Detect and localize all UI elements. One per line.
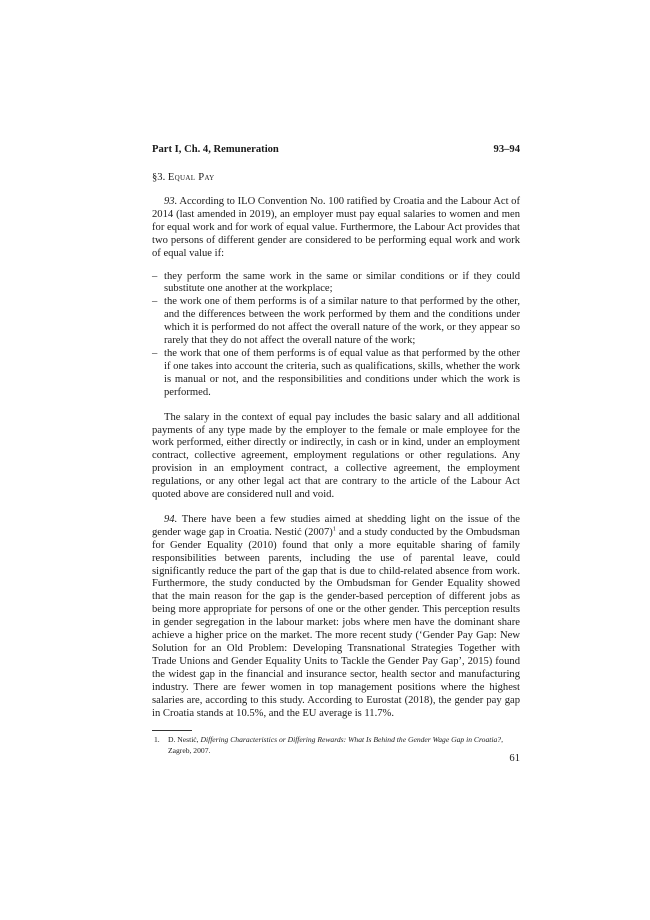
footnote-publication: , Zagreb, 2007. [168,735,503,755]
dash-bullet: – [152,347,158,359]
section-number: §3. [152,172,166,183]
paragraph-salary-definition: The salary in the context of equal pay includes the basic salary and all additional payments of any type made by the employer to the female or male employee for the work performed, either directly or indirectly, in cash or in kind, under an employment contract, collective agreement, employment regulations or other regulations. Any provision in an employment contract, a collective agreement, the employment regulations, or any other legal act that are contrary to the article of the Labour Act quoted above are considered null and void. [152,411,520,501]
footnote-reference[interactable]: 1 [332,525,337,533]
section-title: Equal Pay [167,172,215,183]
paragraph-text-before: There have been a few studies aimed at shedding light on the issue of the gender wage gap in Croatia. Nestić (2007) [152,513,520,538]
page-content [152,143,520,756]
running-header-paragraph-range: 93–94 [493,144,520,155]
paragraph-93 [152,196,520,261]
footnote-number: 1. [154,735,160,745]
list-item-text: they perform the same work in the same or similar conditions or if they could substitute one another at the workplace; [164,270,520,295]
equal-work-criteria-list [152,271,520,400]
paragraph-number: 94. [164,513,178,525]
dash-bullet: – [152,296,158,308]
list-item [152,271,520,297]
paragraph-text: According to ILO Convention No. 100 ratified by Croatia and the Labour Act of 2014 (last amended in 2019), an employer must pay equal salaries to women and men for equal work and for work of equal value. Furthermore, the Labour Act provides that two persons of different gender are considered to be performing equal work and work of equal value if: [152,196,521,259]
list-item-text: the work that one of them performs is of equal value as that performed by the other if one takes into account the criteria, such as qualifications, skills, whether the work is manual or not, and the responsibilities and conditions under which the work is performed. [164,347,520,398]
footnote-title: Differing Characteristics or Differing Rewards: What Is Behind the Gender Wage Gap in Croatia? [200,735,502,745]
section-heading [152,171,520,185]
paragraph-text-after: and a study conducted by the Ombudsman for Gender Equality (2010) found that only a more equitable sharing of family responsibilities between parents, including the use of parental leave, could significantly reduce the part of the gap that is due to child-related absence from work. Furthermore, the study conducted by the Ombudsman for Gender Equality showed that the main reason for the gap is the gender-based perception of different jobs as being more appropriate for persons of one or the other gender. This perception results in gender segregation in the labour market: jobs where men have the dominant share achieve a higher price on the market. The more recent study (‘Gender Pay Gap: New Solution for an Old Problem: Developing Transnational Strategies Together with Trade Unions and Gender Equality Units to Tackle the Gender Pay Gap’, 2015) found the widest gap in the financial and insurance sector, health sector and manufacturing industry. There are fewer women in top management positions where the highest salaries are, according to this study. According to Eurostat (2018), the gender pay gap in Croatia stands at 10.5%, and the EU average is 11.7%. [152,526,520,719]
paragraph-94 [152,514,520,721]
list-item [152,348,520,400]
list-item [152,296,520,348]
running-header [152,143,520,157]
dash-bullet: – [152,270,158,282]
paragraph-number: 93. [164,196,178,207]
list-item-text: the work one of them performs is of a similar nature to that performed by the other, and the differences between the work performed by them and the conditions under which it is performed do not affect the overall nature of the work, or they appear so rarely that they do not affect the overall nature of the work; [164,296,520,347]
page-number: 61 [509,753,520,764]
footnote-author: D. Nestić, [168,735,201,745]
running-header-chapter: Part I, Ch. 4, Remuneration [152,144,279,155]
footnote-divider [152,730,192,731]
